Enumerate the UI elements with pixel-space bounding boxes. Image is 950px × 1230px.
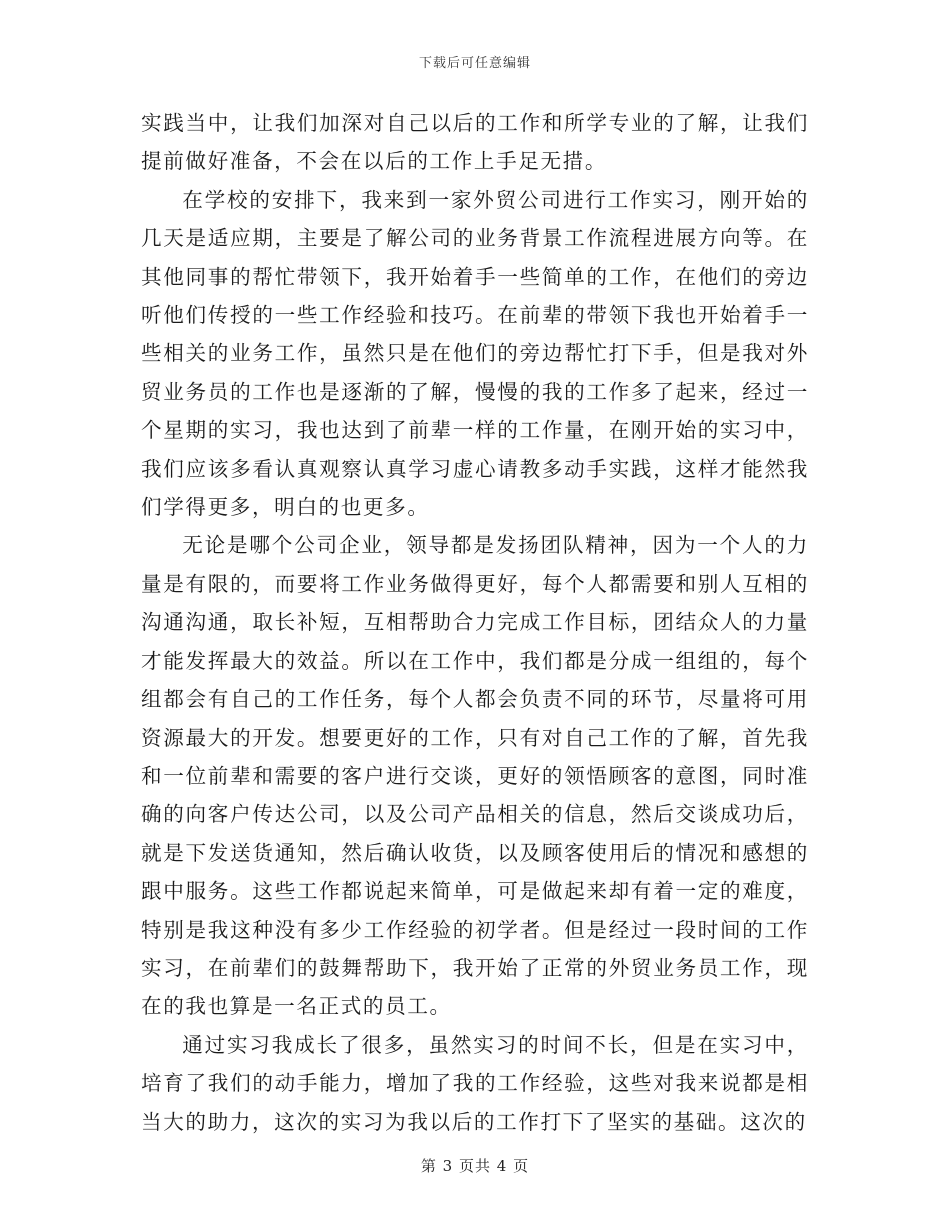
paragraph-4: 通过实习我成长了很多，虽然实习的时间不长，但是在实习中，培育了我们的动手能力，增加了我的工作经验，这些对我来说都是相当大的助力，这次的实习为我以后的工作打下了坚实的基础。这次的 (141, 1032, 809, 1134)
page-header: 下载后可任意编辑 (418, 56, 531, 71)
document-body (141, 104, 809, 1141)
paragraph-3: 无论是哪个公司企业，领导都是发扬团队精神，因为一个人的力量是有限的，而要将工作业务做得更好，每个人都需要和别人互相的沟通沟通，取长补短，互相帮助合力完成工作目标，团结众人的力量才能发挥最大的效益。所以在工作中，我们都是分成一组组的，每个组都会有自己的工作任务，每个人都会负责不同的环节，尽量将可用资源最大的开发。想要更好的工作，只有对自己工作的了解，首先我和一位前辈和需要的客户进行交谈，更好的领悟顾客的意图，同时准确的向客户传达公司，以及公司产品相关的信息，然后交谈成功后，就是下发送货通知，然后确认收货，以及顾客使用后的情况和感想的跟中服务。这些工作都说起来简单，可是做起来却有着一定的难度，特别是我这种没有多少工作经验的初学者。但是经过一段时间的工作实习，在前辈们的鼓舞帮助下，我开始了正常的外贸业务员工作，现在的我也算是一名正式的员工。 (141, 533, 809, 1019)
paragraph-2: 在学校的安排下，我来到一家外贸公司进行工作实习，刚开始的几天是适应期，主要是了解公司的业务背景工作流程进展方向等。在其他同事的帮忙带领下，我开始着手一些简单的工作，在他们的旁边听他们传授的一些工作经验和技巧。在前辈的带领下我也开始着手一些相关的业务工作，虽然只是在他们的旁边帮忙打下手，但是我对外贸业务员的工作也是逐渐的了解，慢慢的我的工作多了起来，经过一个星期的实习，我也达到了前辈一样的工作量，在刚开始的实习中，我们应该多看认真观察认真学习虚心请教多动手实践，这样才能然我们学得更多，明白的也更多。 (141, 187, 809, 520)
paragraph-1: 实践当中，让我们加深对自己以后的工作和所学专业的了解，让我们提前做好准备，不会在以后的工作上手足无措。 (141, 111, 809, 174)
page-number-footer: 第 3 页共 4 页 (420, 1157, 530, 1175)
